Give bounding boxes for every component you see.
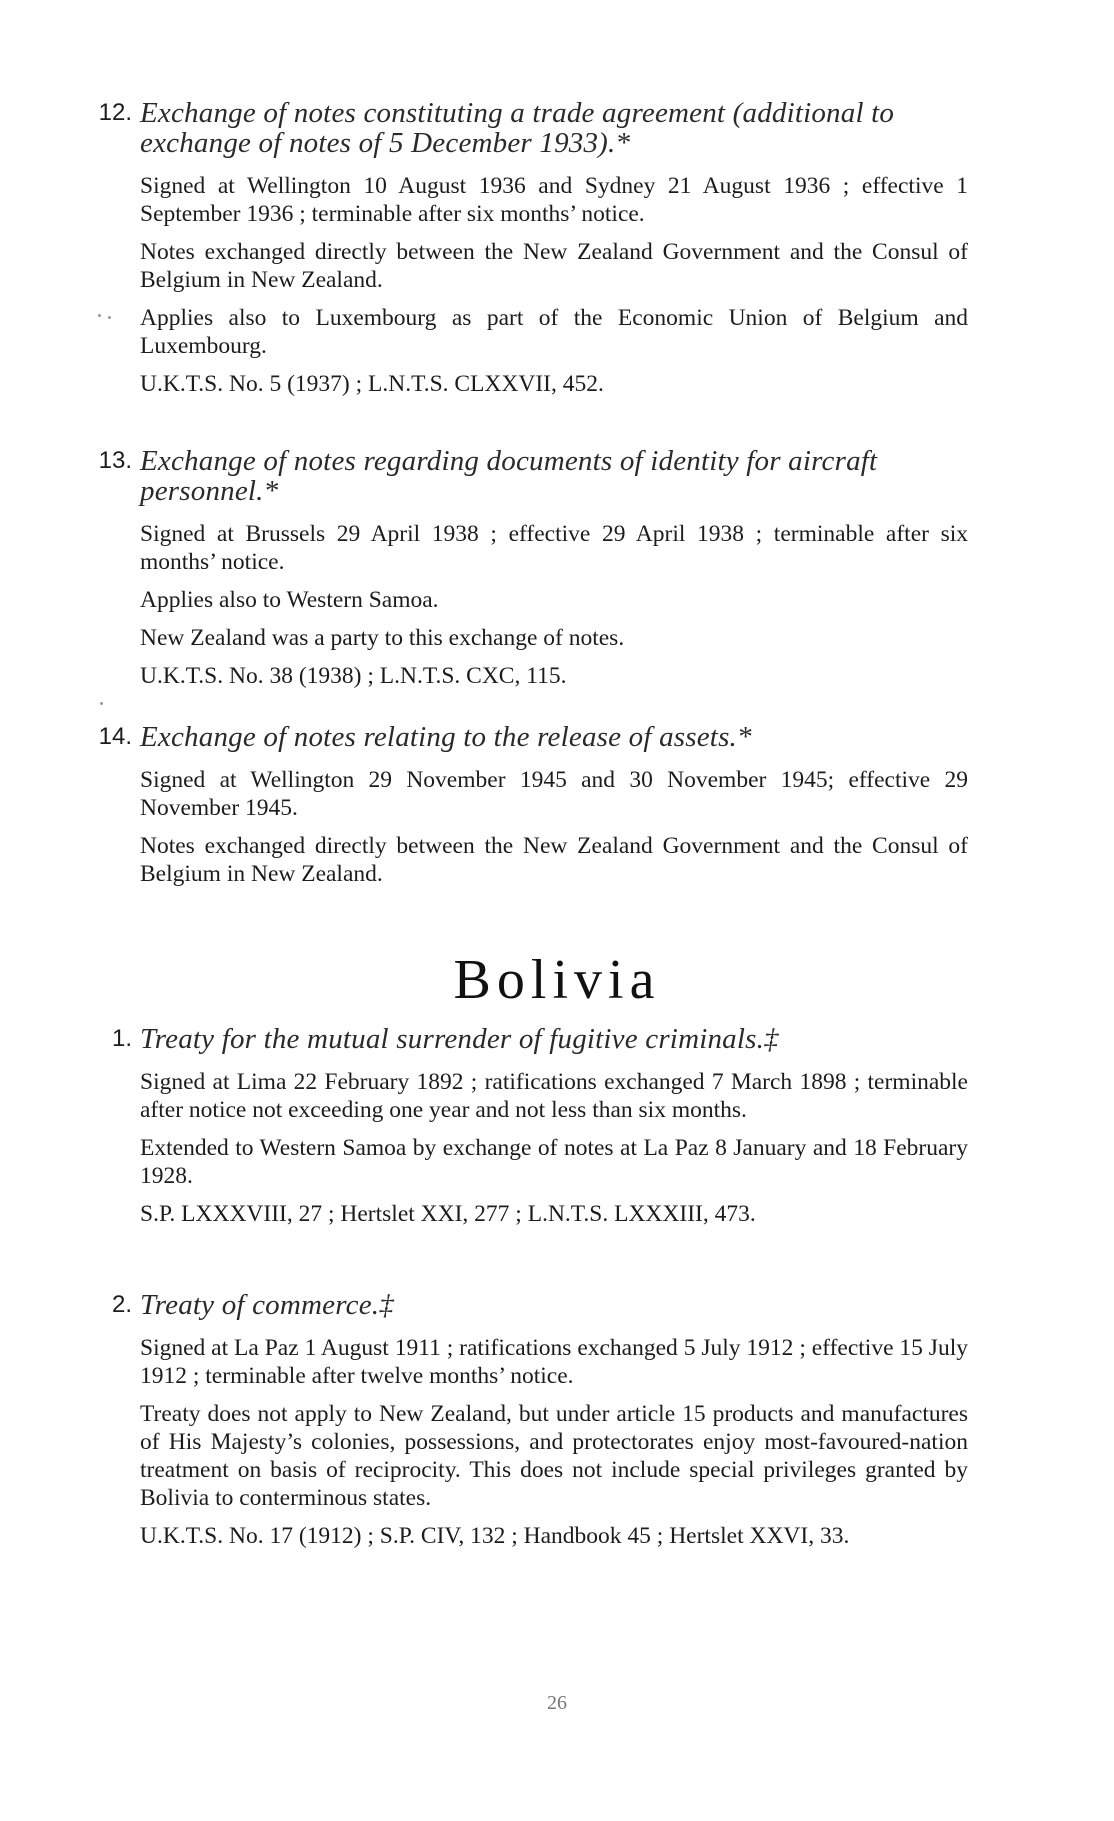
entry-heading bbox=[0, 98, 1114, 158]
entry-title: Exchange of notes regarding documents of identity for aircraft personnel.* bbox=[140, 445, 878, 507]
entry-paragraph: Notes exchanged directly between the New Zealand Government and the Consul of Belgium in New Zealand. bbox=[140, 239, 968, 293]
bolivia-entry-2 bbox=[0, 1290, 1114, 1550]
page-number: 26 bbox=[547, 1692, 567, 1714]
entry-number: 1. bbox=[111, 1025, 132, 1052]
entry-paragraph: Signed at Lima 22 February 1892 ; ratifications exchanged 7 March 1898 ; terminable after notice not exceeding one year and not less than six months. bbox=[140, 1069, 968, 1123]
treaty-entry-13 bbox=[0, 446, 1114, 690]
entry-paragraph: Notes exchanged directly between the New Zealand Government and the Consul of Belgium in New Zealand. bbox=[140, 833, 968, 887]
scan-speck bbox=[100, 702, 103, 705]
entry-number: 12. bbox=[98, 99, 132, 126]
entry-heading bbox=[0, 722, 1114, 752]
entry-paragraph: Applies also to Western Samoa. bbox=[140, 587, 439, 613]
entry-title: Treaty of commerce.‡ bbox=[140, 1289, 394, 1321]
entry-paragraph: Signed at Brussels 29 April 1938 ; effective 29 April 1938 ; terminable after six months’ notice. bbox=[140, 521, 968, 575]
entry-reference: U.K.T.S. No. 17 (1912) ; S.P. CIV, 132 ; Handbook 45 ; Hertslet XXVI, 33. bbox=[140, 1523, 850, 1549]
entry-paragraph: Treaty does not apply to New Zealand, but under article 15 products and manufactures of His Majesty’s colonies, possessions, and protectorates enjoy most-favoured-nation treatment on basis of reciprocity. This does not include special privileges granted by Bolivia to conterminous states. bbox=[140, 1401, 968, 1511]
entry-reference: U.K.T.S. No. 5 (1937) ; L.N.T.S. CLXXVII, 452. bbox=[140, 371, 604, 397]
bolivia-entry-1 bbox=[0, 1024, 1114, 1228]
entry-reference: U.K.T.S. No. 38 (1938) ; L.N.T.S. CXC, 115. bbox=[140, 663, 567, 689]
entry-number: 2. bbox=[111, 1291, 132, 1318]
entry-heading bbox=[0, 1290, 1114, 1320]
entry-heading bbox=[0, 446, 1114, 506]
entry-paragraph: New Zealand was a party to this exchange of notes. bbox=[140, 625, 625, 651]
entry-paragraph: Applies also to Luxembourg as part of the Economic Union of Belgium and Luxembourg. bbox=[140, 305, 968, 359]
scan-speck bbox=[108, 316, 111, 319]
treaty-entry-12 bbox=[0, 98, 1114, 398]
entry-number: 13. bbox=[98, 447, 132, 474]
entry-title: Exchange of notes relating to the release of assets.* bbox=[140, 721, 752, 753]
entry-title: Exchange of notes constituting a trade agreement (additional to exchange of notes of 5 December 1933).* bbox=[140, 97, 895, 159]
entry-paragraph: Signed at Wellington 10 August 1936 and Sydney 21 August 1936 ; effective 1 September 1936 ; terminable after six months’ notice. bbox=[140, 173, 968, 227]
entry-title: Treaty for the mutual surrender of fugitive criminals.‡ bbox=[140, 1023, 779, 1055]
entry-number: 14. bbox=[98, 723, 132, 750]
entry-heading bbox=[0, 1024, 1114, 1054]
entry-paragraph: Signed at Wellington 29 November 1945 and 30 November 1945; effective 29 November 1945. bbox=[140, 767, 968, 821]
entry-paragraph: Extended to Western Samoa by exchange of notes at La Paz 8 January and 18 February 1928. bbox=[140, 1135, 968, 1189]
scan-speck bbox=[98, 314, 101, 317]
entry-reference: S.P. LXXXVIII, 27 ; Hertslet XXI, 277 ; L.N.T.S. LXXXIII, 473. bbox=[140, 1201, 756, 1227]
section-heading-bolivia: Bolivia bbox=[453, 949, 661, 1011]
entry-paragraph: Signed at La Paz 1 August 1911 ; ratifications exchanged 5 July 1912 ; effective 15 July 1912 ; terminable after twelve months’ notice. bbox=[140, 1335, 968, 1389]
treaty-entry-14 bbox=[0, 722, 1114, 888]
